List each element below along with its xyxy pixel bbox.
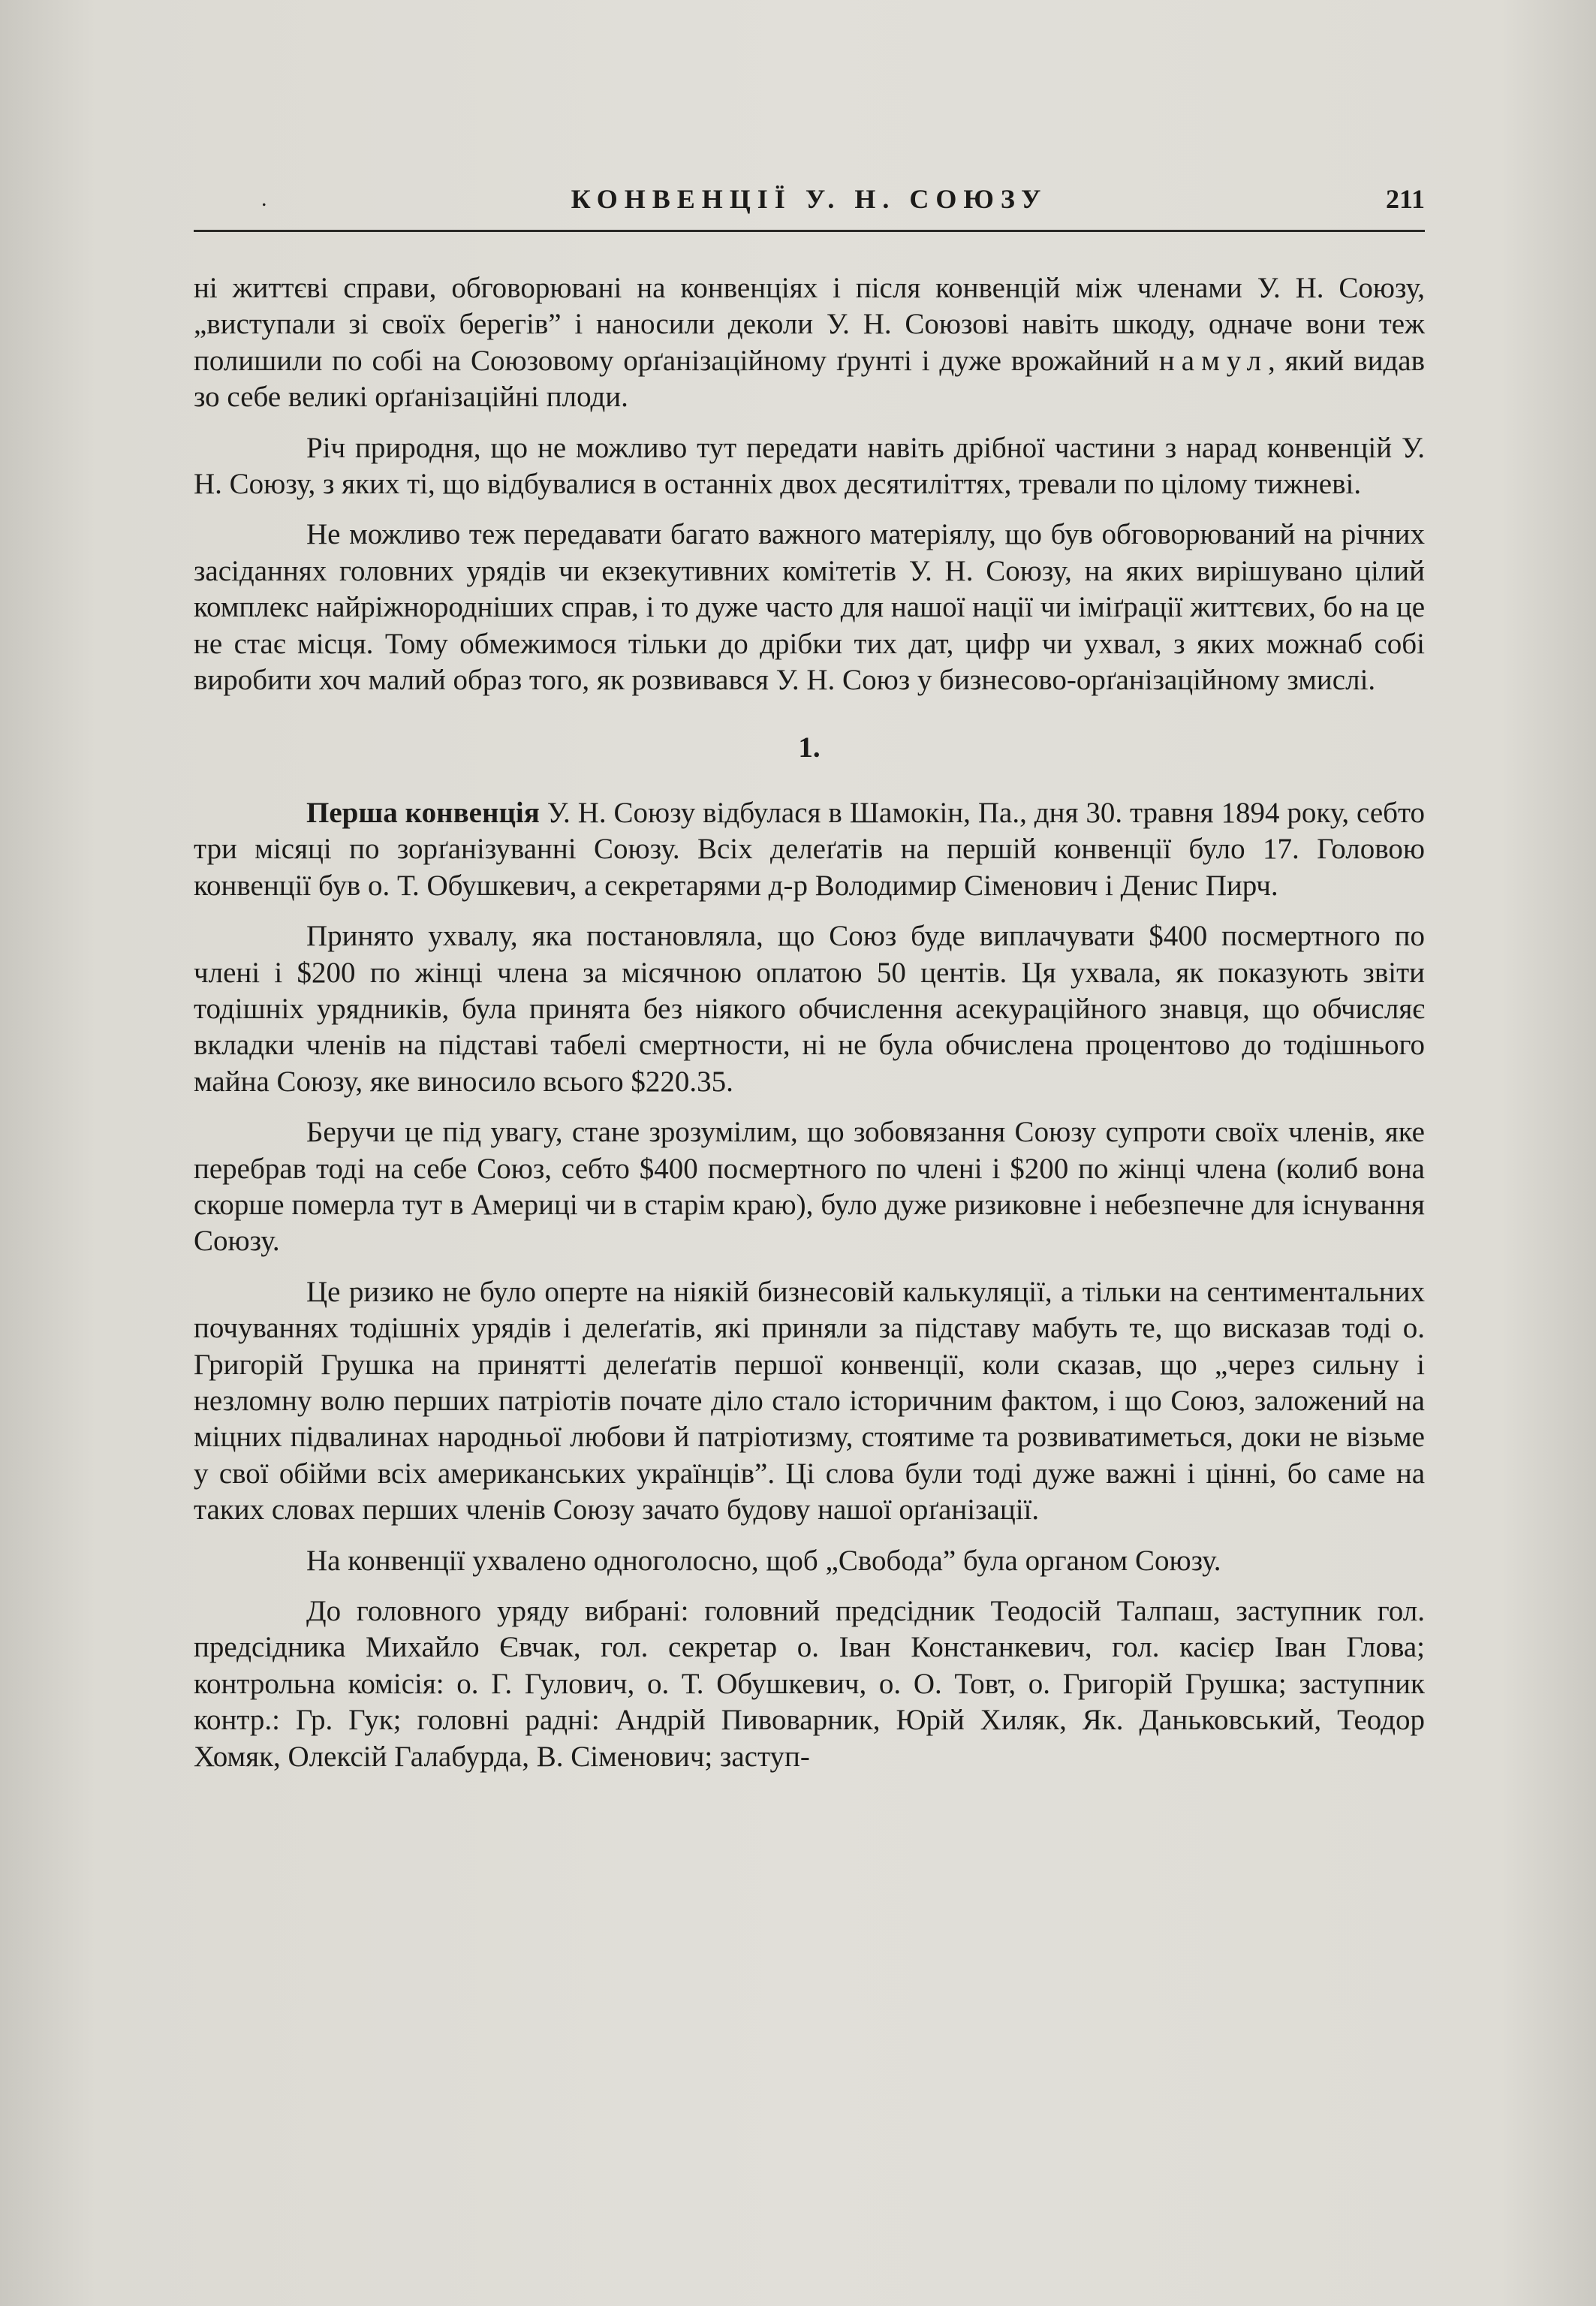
paragraph-4 (194, 795, 1425, 904)
paragraph-5: Принято ухвалу, яка постановляла, що Союз буде виплачувати $400 посмертного по члені і $200 по жінці члена за місячною оплатою 50 центів. Ця ухвала, як показують звіти тодішніх урядників, була принята без ніякого обчислення асекураційного знавця, що обчисляє вкладки членів на підставі табелі смертности, ні не була обчислена процентово до тодішнього майна Союзу, яке виносило всього $220.35. (194, 920, 1425, 1098)
paragraph-3: Не можливо теж передавати багато важного матеріялу, що був обговорюваний на річних засіданнях головних урядів чи екзекутивних комітетів У. Н. Союзу, на яких вирішувано цілий комплекс найріжнородніших справ, і то дуже часто для нашої нації чи іміґрації життєвих, бо на це не стає місця. Тому обмежимося тільки до дрібки тих дат, цифр чи ухвал, з яких можнаб собі виробити хоч малий образ того, як розвивався У. Н. Союз у бизнесово-орґанізаційному змислі. (194, 518, 1425, 697)
paragraph-7: Це ризико не було оперте на ніякій бизнесовій калькуляції, а тільки на сентиментальних почуваннях тодішніх урядів і делеґатів, які приняли за підставу мабуть те, що висказав тоді о. Григорій Грушка на принятті делеґатів першої конвенції, коли сказав, що „через сильну і незломну волю перших патріотів почате діло стало історичним фактом, і що Союз, заложений на міцних підвалинах народньої любови й патріотизму, стоятиме та розвиватиметься, доки не візьме у свої обійми всіх американських українців”. Ці слова були тоді дуже важні і цінні, бо саме на таких словах перших членів Союзу зачато будову нашої орґанізації. (194, 1275, 1425, 1527)
paragraph-1-text-b: , який видав зо себе великі орґанізаційні плоди. (194, 344, 1426, 414)
paragraph-1 (194, 270, 1425, 416)
paragraph-8: На конвенції ухвалено одноголосно, щоб „Свобода” була органом Союзу. (306, 1544, 1221, 1577)
paragraph-6: Беручи це під увагу, стане зрозумілим, що зобовязання Союзу супроти своїх членів, яке перебрав тоді на себе Союз, себто $400 посмертного по члені і $200 по жінці члена (колиб вона скорше померла тут в Америці чи в старім краю), було дуже ризиковне і небезпечне для існування Союзу. (194, 1116, 1425, 1258)
page-number: 211 (1385, 184, 1425, 214)
paragraph-9: До головного уряду вибрані: головний предсідник Теодосій Талпаш, заступник гол. предсідника Михайло Євчак, гол. секретар о. Іван Констанкевич, гол. касієр Іван Глова; контрольна комісія: о. Г. Гулович, о. Т. Обушкевич, о. О. Товт, о. Григорій Грушка; заступник контр.: Гр. Гук; головні радні: Андрій Пивоварник, Юрій Хиляк, Як. Даньковський, Теодор Хомяк, Олексій Галабурда, В. Сіменович; заступ- (194, 1595, 1425, 1773)
paragraph-4-bold-lead: Перша конвенція (306, 796, 540, 829)
paragraph-1-spaced-word: намул (1158, 344, 1269, 377)
paragraph-2: Річ природня, що не можливо тут передати навіть дрібної частини з нарад конвенцій У. Н. Союзу, з яких ті, що відбувалися в останніх двох десятиліттях, тревали по цілому тижневі. (194, 431, 1425, 501)
section-number: 1. (798, 731, 821, 764)
header-dot: . (261, 186, 267, 211)
paragraph-4-text: У. Н. Союзу відбулася в Шамокін, Па., дня 30. травня 1894 року, себто три місяці по зорґанізуванні Союзу. Всіх делеґатів на першій конвенції було 17. Головою конвенції був о. Т. Обушкевич, а секретарями д-р Володимир Сіменович і Денис Пирч. (194, 796, 1426, 902)
paragraph-1-text-a: ні життєві справи, обговорювані на конвенціях і після конвенцій між членами У. Н. Союзу, „виступали зі своїх берегів” і наносили деколи У. Н. Союзові навіть шкоду, одначе вони теж полишили по собі на Союзовому орґанізаційному ґрунті і дуже врожайний (194, 272, 1425, 377)
running-title: КОНВЕНЦІЇ У. Н. СОЮЗУ (571, 184, 1048, 214)
body-text (194, 270, 1425, 1789)
running-header (194, 177, 1425, 232)
